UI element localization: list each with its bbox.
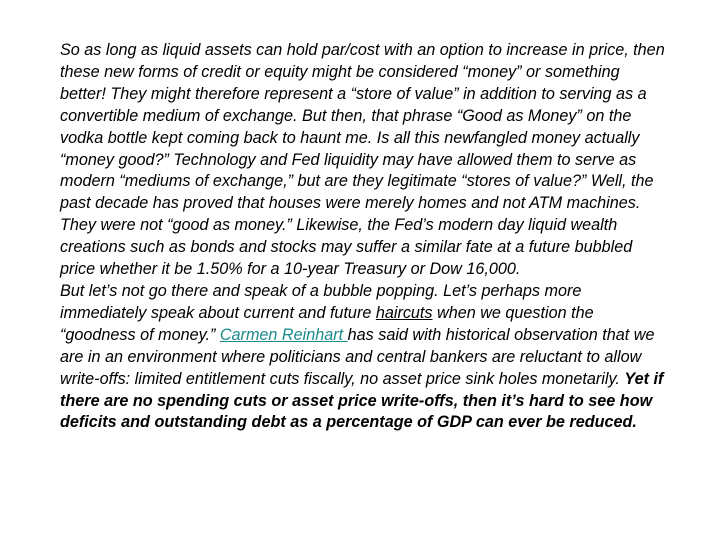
paragraph-text-reinhart: has said with historical observation that we are in an environment where politicians and central bankers are reluctant to allow write-offs: limited entitlement cuts fiscally, no asset price sink holes monetarily. [60, 325, 655, 388]
paragraph-haircuts [60, 281, 665, 434]
paragraph-money-good: So as long as liquid assets can hold par/cost with an option to increase in price, then these new forms of credit or equity might be considered “money” or something better! They might therefore represent a “store of value” in addition to serving as a convertible medium of exchange. But then, that phrase “Good as Money” on the vodka bottle kept coming back to haunt me. Is all this newfangled money actually “money good?” Technology and Fed liquidity may have allowed them to serve as modern “mediums of exchange,” but are they legitimate “stores of value?” Well, the past decade has proved that houses were merely homes and not ATM machines. They were not “good as money.” Likewise, the Fed’s modern day liquid wealth creations such as bonds and stocks may suffer a similar fate at a future bubbled price whether it be 1.50% for a 10-year Treasury or Dow 16,000. [60, 41, 665, 279]
bold-conclusion-text: Yet if there are no spending cuts or asset price write-offs, then it’s hard to see how deficits and outstanding debt as a percentage of GDP can ever be reduced. [60, 369, 664, 432]
carmen-reinhart-link[interactable]: Carmen Reinhart [219, 325, 348, 344]
paragraph-text-start: But let’s not go there and speak of a bubble popping. Let’s perhaps more immediately speak about current and future [60, 281, 582, 322]
document-body [60, 40, 665, 434]
paragraph-text-goodness: when we question the “goodness of money.” [60, 303, 594, 344]
haircuts-underlined-text: haircuts [375, 303, 433, 322]
